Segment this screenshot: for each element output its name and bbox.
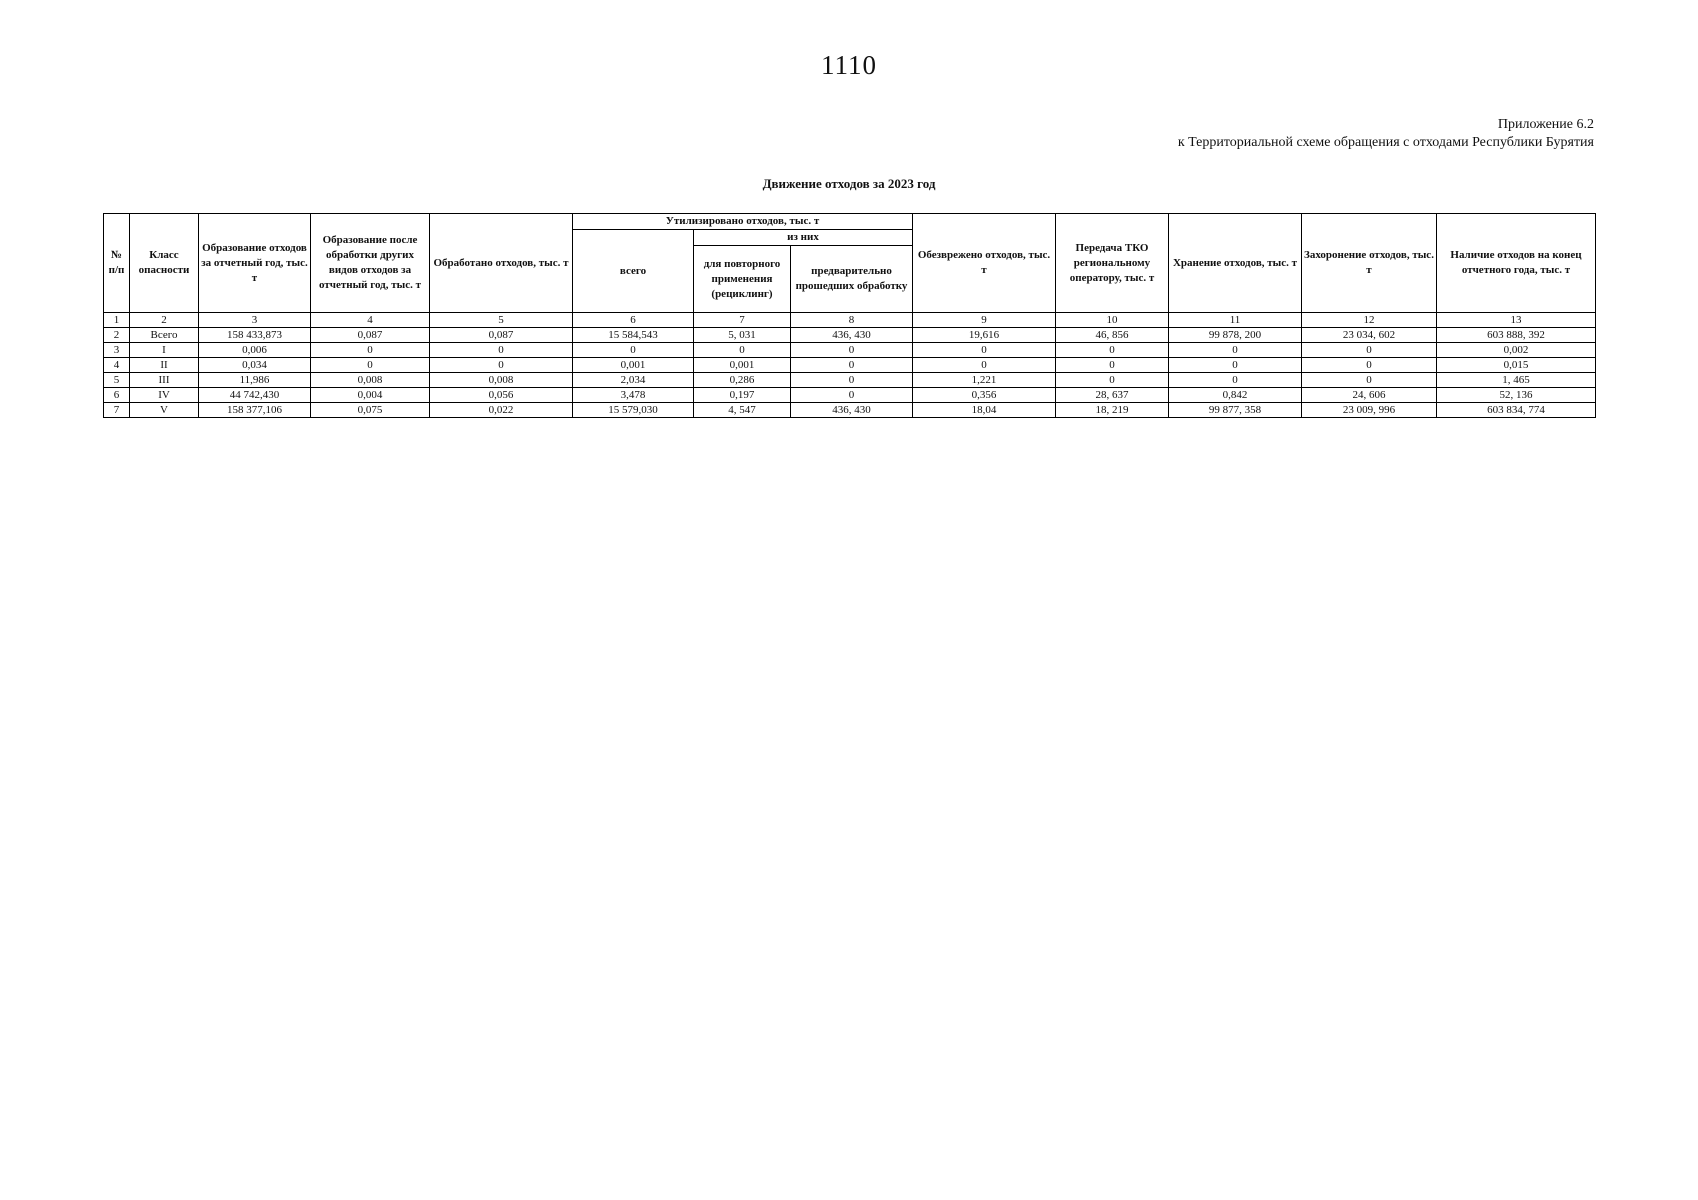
table-cell: 1,221 [913,373,1056,388]
column-number: 1 [104,313,130,328]
document-title: Движение отходов за 2023 год [762,176,936,191]
waste-movement-table [103,213,1596,418]
table-cell: I [130,343,199,358]
table-cell: 18,04 [913,403,1056,418]
table-cell: 0,008 [311,373,430,388]
table-cell: 23 034, 602 [1302,328,1437,343]
table-cell: 0,087 [311,328,430,343]
table-row [104,373,1596,388]
table-cell: 7 [104,403,130,418]
table-cell: 18, 219 [1056,403,1169,418]
column-number: 9 [913,313,1056,328]
table-cell: 4, 547 [694,403,791,418]
header-of-which: из них [694,230,913,246]
table-cell: 0,842 [1169,388,1302,403]
table-cell: 99 877, 358 [1169,403,1302,418]
table-cell: 436, 430 [791,328,913,343]
header-pretreated: предварительно прошедших обработку [791,246,913,313]
table-cell: 0,001 [694,358,791,373]
table-cell: 2 [104,328,130,343]
table-row [104,343,1596,358]
header-tko-transfer: Передача ТКО региональному оператору, тыс. т [1056,214,1169,313]
table-cell: 5, 031 [694,328,791,343]
header-processed: Обработано отходов, тыс. т [430,214,573,313]
table-cell: 5 [104,373,130,388]
table-cell: 24, 606 [1302,388,1437,403]
table-cell: 0 [311,343,430,358]
table-cell: 0 [1302,373,1437,388]
header-burial: Захоронение отходов, тыс. т [1302,214,1437,313]
table-cell: 0 [1056,373,1169,388]
table-cell: 0,075 [311,403,430,418]
table-cell: 0,022 [430,403,573,418]
table-cell: 0 [913,358,1056,373]
header-utilized: Утилизировано отходов, тыс. т [573,214,913,230]
table-cell: 52, 136 [1437,388,1596,403]
table-row [104,328,1596,343]
table-cell: 3,478 [573,388,694,403]
table-cell: 3 [104,343,130,358]
column-number: 6 [573,313,694,328]
table-cell: 0 [1169,373,1302,388]
table-cell: 0 [1169,358,1302,373]
table-cell: II [130,358,199,373]
column-number: 2 [130,313,199,328]
table-cell: 0 [791,358,913,373]
table-cell: 19,616 [913,328,1056,343]
table-cell: 0 [1169,343,1302,358]
column-number: 11 [1169,313,1302,328]
table-header [104,214,1596,313]
page-number: 1110 [821,50,877,80]
column-number: 8 [791,313,913,328]
table-row [104,358,1596,373]
header-hazard-class: Класс опасности [130,214,199,313]
table-cell: 0,087 [430,328,573,343]
table-cell: 158 377,106 [199,403,311,418]
column-number: 12 [1302,313,1437,328]
table-cell: 0 [694,343,791,358]
table-cell: 603 888, 392 [1437,328,1596,343]
table-cell: 0 [430,358,573,373]
table-cell: Всего [130,328,199,343]
table-cell: 0,056 [430,388,573,403]
table-cell: 23 009, 996 [1302,403,1437,418]
column-number: 10 [1056,313,1169,328]
table-cell: 0,197 [694,388,791,403]
table-cell: 0 [1056,343,1169,358]
table-cell: 15 584,543 [573,328,694,343]
table-cell: 0 [311,358,430,373]
table-cell: 0 [791,373,913,388]
table-cell: 99 878, 200 [1169,328,1302,343]
header-num: № п/п [104,214,130,313]
header-generated-after-processing: Образование после обработки других видов отходов за отчетный год, тыс. т [311,214,430,313]
table-cell: 0 [791,343,913,358]
table-cell: 0 [791,388,913,403]
header-recycling: для повторного применения (рециклинг) [694,246,791,313]
table-cell: 0,008 [430,373,573,388]
table-cell: 6 [104,388,130,403]
table-cell: 0 [1056,358,1169,373]
table-row [104,403,1596,418]
table-cell: 0 [1302,343,1437,358]
column-number: 7 [694,313,791,328]
column-number: 13 [1437,313,1596,328]
table-cell: 0,006 [199,343,311,358]
table-cell: 11,986 [199,373,311,388]
table-cell: 0 [573,343,694,358]
column-number: 3 [199,313,311,328]
table-cell: 0,015 [1437,358,1596,373]
appendix-note [1178,116,1594,152]
appendix-line-1: Приложение 6.2 [1497,117,1594,132]
header-neutralized: Обезврежено отходов, тыс. т [913,214,1056,313]
table-cell: 0,286 [694,373,791,388]
appendix-line-2: к Территориальной схеме обращения с отходами Республики Бурятия [1177,135,1594,150]
table-cell: 0,004 [311,388,430,403]
table-cell: 0 [430,343,573,358]
table-cell: IV [130,388,199,403]
table-cell: 28, 637 [1056,388,1169,403]
table-body [104,313,1596,418]
column-number: 5 [430,313,573,328]
column-number-row [104,313,1596,328]
table-row [104,388,1596,403]
table-cell: 0,034 [199,358,311,373]
table-cell: V [130,403,199,418]
table-cell: 0,002 [1437,343,1596,358]
table-cell: 1, 465 [1437,373,1596,388]
header-utilized-total: всего [573,230,694,313]
table-cell: 0,001 [573,358,694,373]
table-cell: 4 [104,358,130,373]
table-cell: 158 433,873 [199,328,311,343]
table-cell: 15 579,030 [573,403,694,418]
table-cell: 2,034 [573,373,694,388]
table-cell: 0,356 [913,388,1056,403]
table-cell: 0 [913,343,1056,358]
table-cell: 436, 430 [791,403,913,418]
header-generated: Образование отходов за отчетный год, тыс. т [199,214,311,313]
column-number: 4 [311,313,430,328]
table-cell: 44 742,430 [199,388,311,403]
table-cell: 0 [1302,358,1437,373]
table-cell: III [130,373,199,388]
table-cell: 46, 856 [1056,328,1169,343]
table-cell: 603 834, 774 [1437,403,1596,418]
header-end-balance: Наличие отходов на конец отчетного года, тыс. т [1437,214,1596,313]
header-storage: Хранение отходов, тыс. т [1169,214,1302,313]
